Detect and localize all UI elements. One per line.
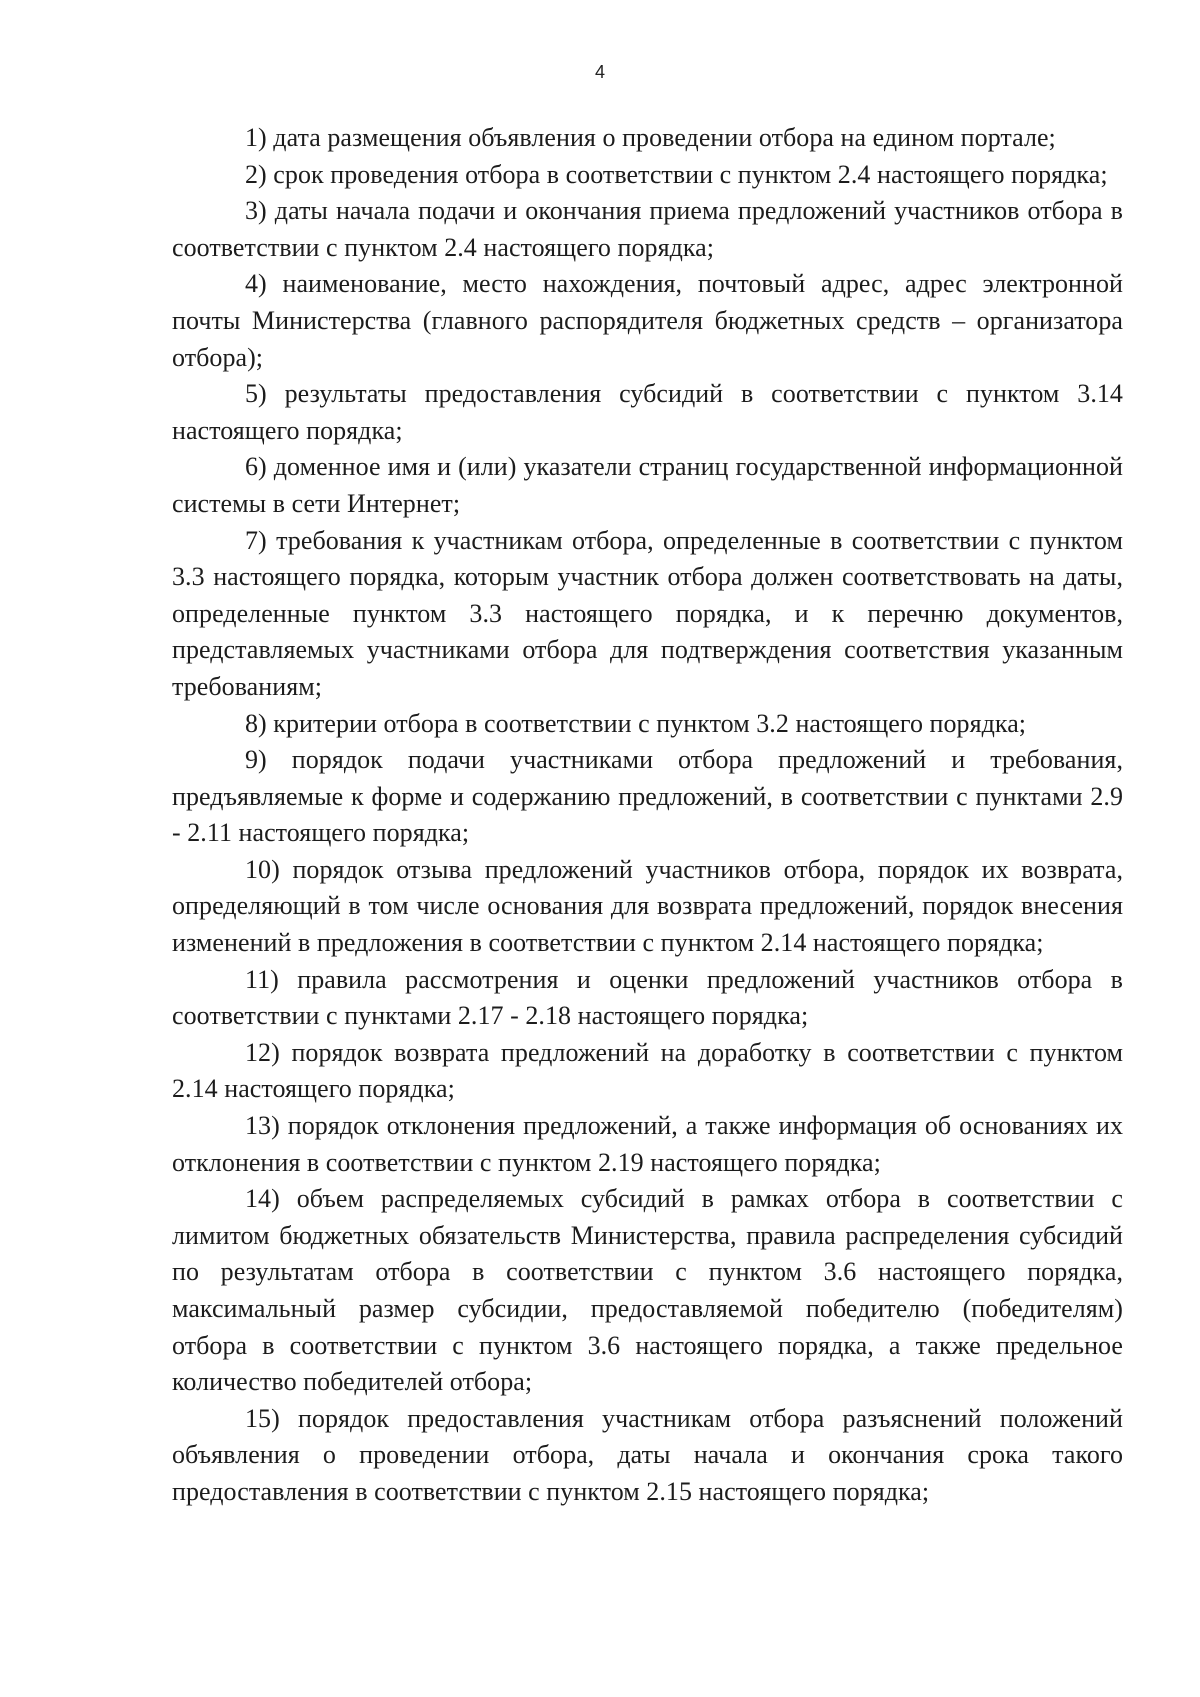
list-item-3: 3) даты начала подачи и окончания приема предложений участников отбора в соответствии с пунктом 2.4 настоящего порядка; xyxy=(172,196,1123,262)
list-item-4: 4) наименование, место нахождения, почтовый адрес, адрес электронной почты Министерства (главного распорядителя бюджетных средств – организатора отбора); xyxy=(172,269,1123,372)
list-item-7: 7) требования к участникам отбора, определенные в соответствии с пунктом 3.3 настоящего порядка, которым участник отбора должен соответствовать на даты, определенные пунктом 3.3 настоящего порядка, и к перечню документов, представляемых участниками отбора для подтверждения соответствия указанным требованиям; xyxy=(172,525,1123,701)
list-item-11: 11) правила рассмотрения и оценки предложений участников отбора в соответствии с пунктами 2.17 - 2.18 настоящего порядка; xyxy=(172,964,1123,1031)
page-number: 4 xyxy=(594,62,605,82)
list-item-8: 8) критерии отбора в соответствии с пунктом 3.2 настоящего порядка; xyxy=(245,708,1027,738)
document-body xyxy=(172,120,1123,1511)
list-item-5: 5) результаты предоставления субсидий в соответствии с пунктом 3.14 настоящего порядка; xyxy=(172,379,1123,445)
list-item-13: 13) порядок отклонения предложений, а также информация об основаниях их отклонения в соответствии с пунктом 2.19 настоящего порядка; xyxy=(172,1111,1123,1177)
list-item-12: 12) порядок возврата предложений на доработку в соответствии с пунктом 2.14 настоящего порядка; xyxy=(172,1037,1123,1104)
list-item-9: 9) порядок подачи участниками отбора предложений и требования, предъявляемые к форме и содержанию предложений, в соответствии с пунктами 2.9 - 2.11 настоящего порядка; xyxy=(172,745,1123,848)
list-item-1: 1) дата размещения объявления о проведении отбора на едином портале; xyxy=(245,123,1056,152)
list-item-15: 15) порядок предоставления участникам отбора разъяснений положений объявления о проведении отбора, даты начала и окончания срока такого предоставления в соответствии с пунктом 2.15 настоящего порядка; xyxy=(172,1403,1123,1506)
list-item-6: 6) доменное имя и (или) указатели страниц государственной информационной системы в сети Интернет; xyxy=(172,452,1123,518)
list-item-2: 2) срок проведения отбора в соответствии с пунктом 2.4 настоящего порядка; xyxy=(245,159,1108,189)
list-item-10: 10) порядок отзыва предложений участников отбора, порядок их возврата, определяющий в том числе основания для возврата предложений, порядок внесения изменений в предложения в соответствии с пунктом 2.14 настоящего порядка; xyxy=(172,854,1123,958)
list-item-14: 14) объем распределяемых субсидий в рамках отбора в соответствии с лимитом бюджетных обязательств Министерства, правила распределения субсидий по результатам отбора в соответствии с пунктом 3.6 настоящего порядка, максимальный размер субсидии, предоставляемой победителю (победителям) отбора в соответствии с пунктом 3.6 настоящего порядка, а также предельное количество победителей отбора; xyxy=(172,1184,1123,1397)
